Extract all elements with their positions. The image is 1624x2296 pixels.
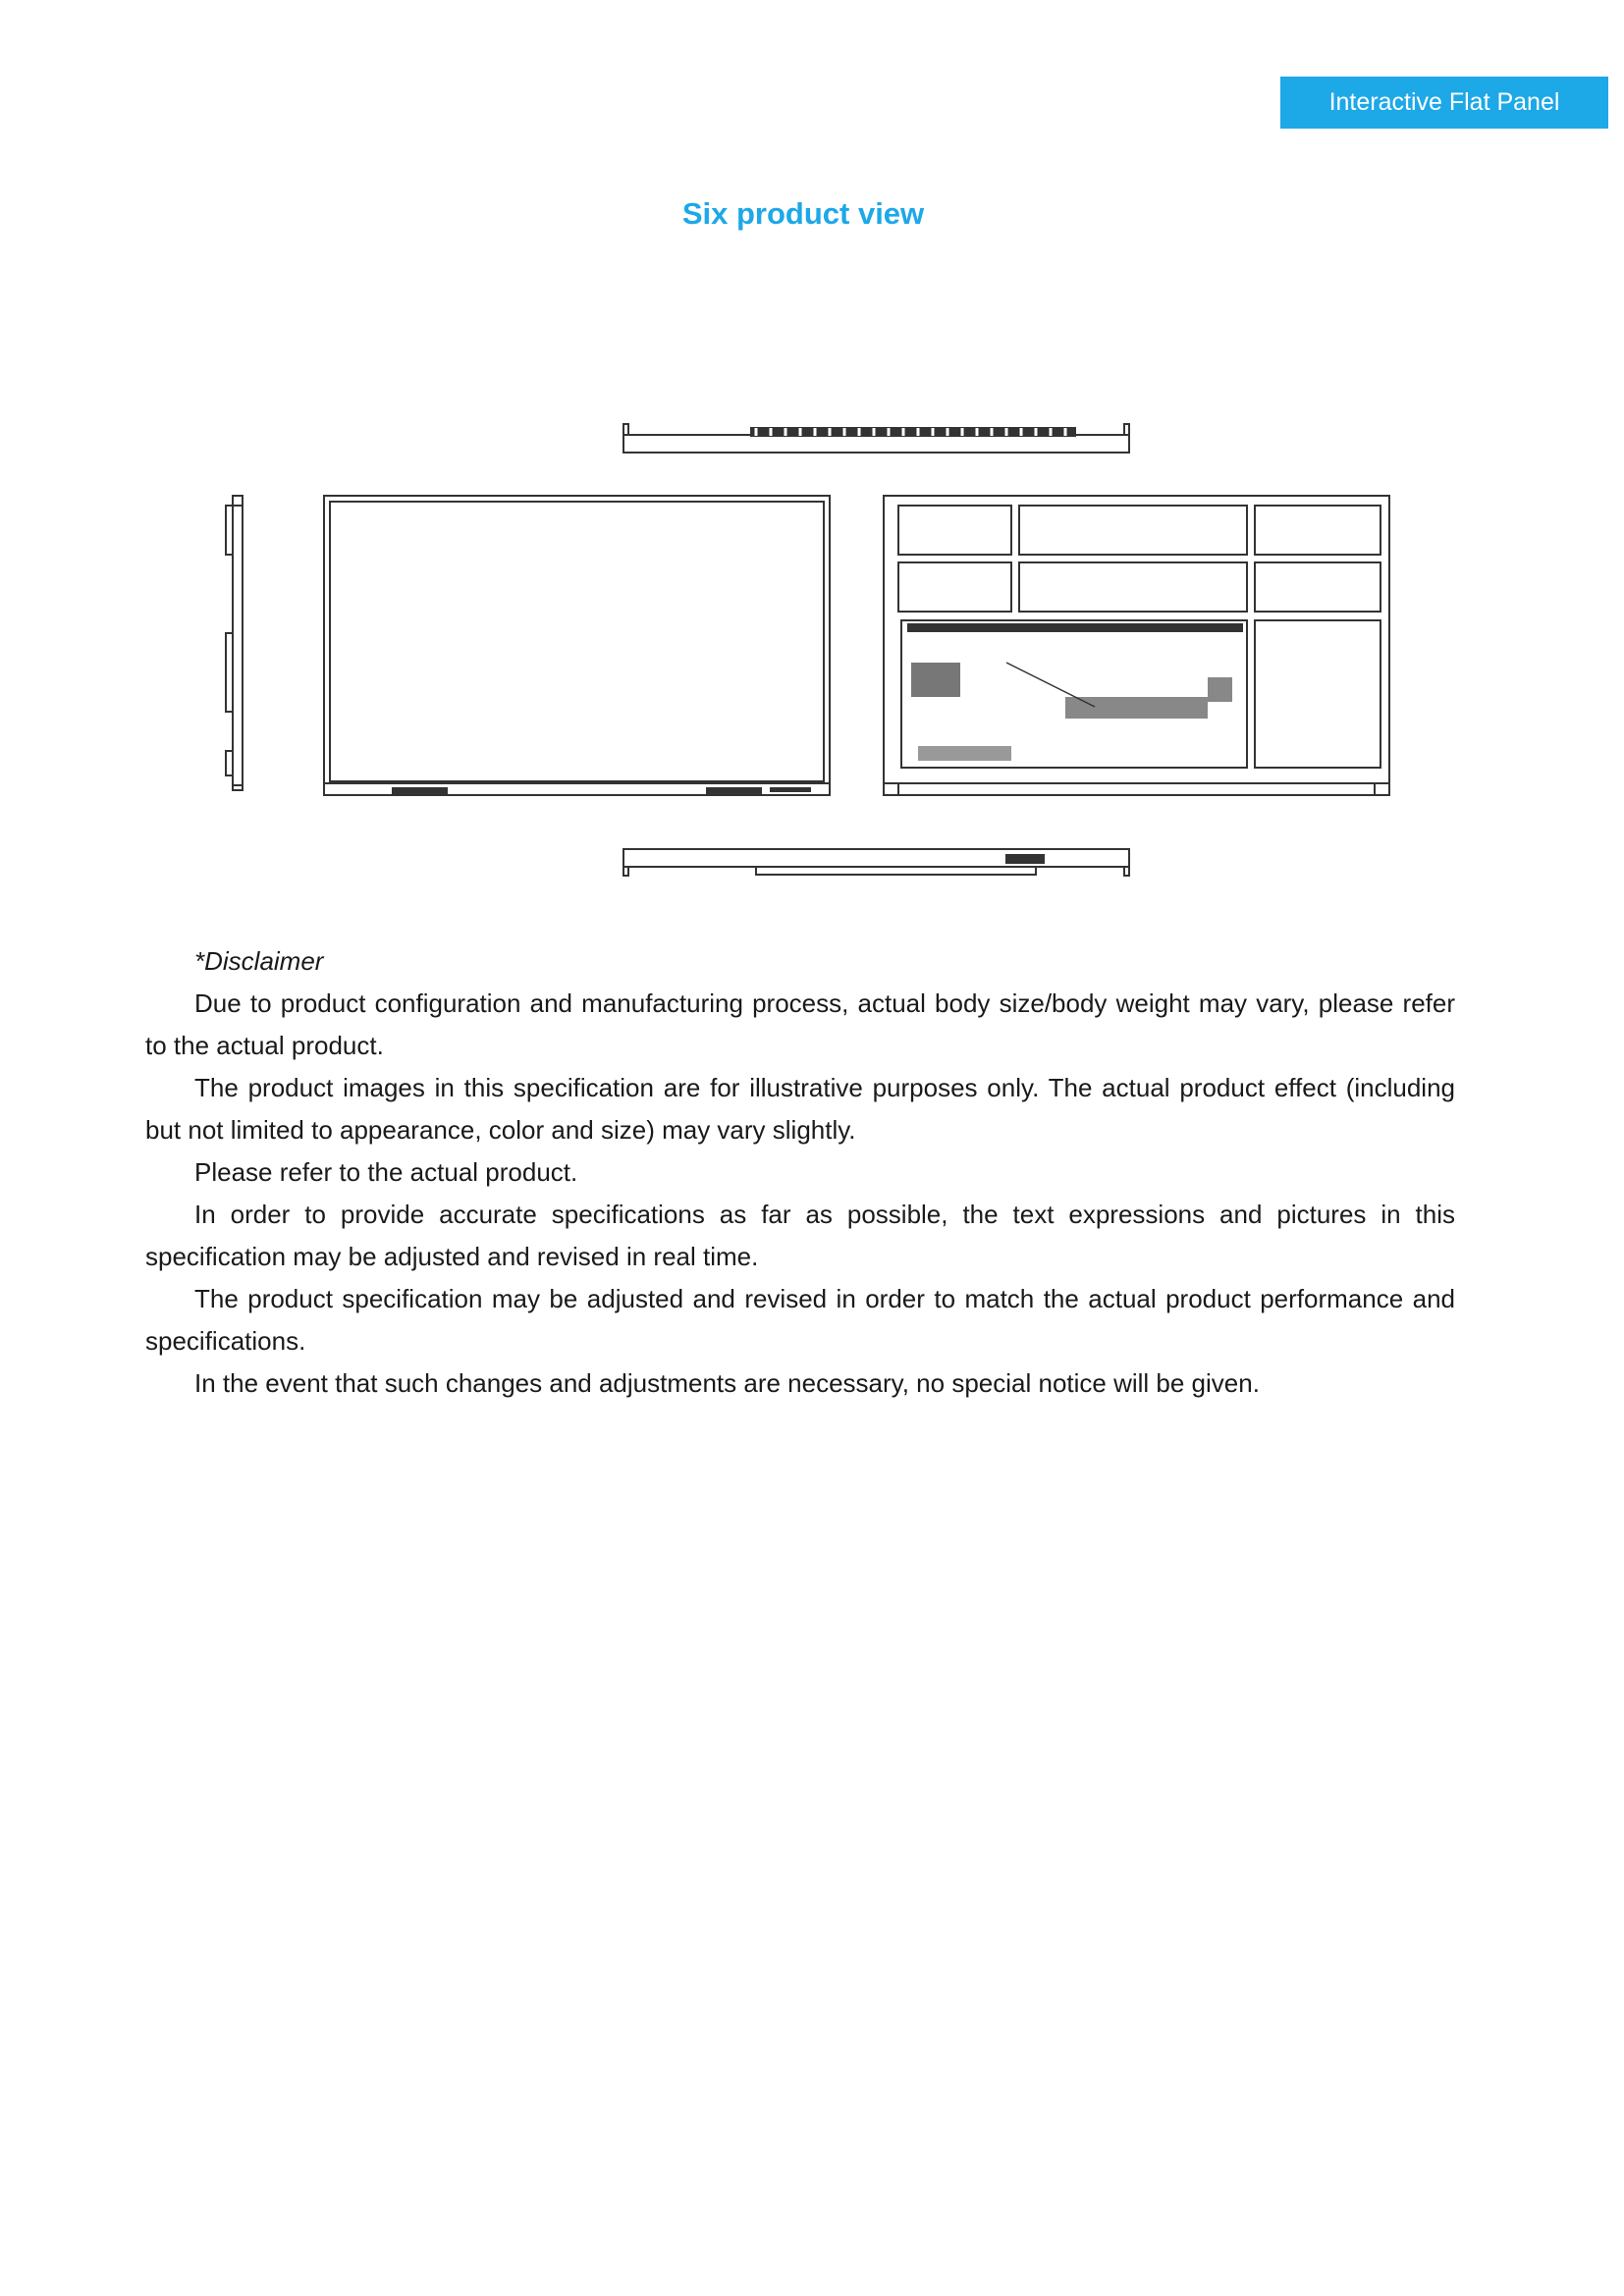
front-view-drawing: [324, 496, 830, 795]
disclaimer-paragraph: In the event that such changes and adjustments are necessary, no special notice will be given.: [194, 1368, 1260, 1398]
rear-view-drawing: [884, 496, 1389, 795]
disclaimer-paragraph: Please refer to the actual product.: [194, 1157, 578, 1187]
six-view-drawing: [187, 412, 1424, 893]
page-title: Six product view: [681, 196, 925, 231]
header-badge: Interactive Flat Panel: [1280, 77, 1608, 129]
disclaimer-paragraph: The product specification may be adjusted and revised in order to match the actual product performance and specifications.: [145, 1284, 1455, 1356]
disclaimer-paragraph: The product images in this specification are for illustrative purposes only. The actual product effect (including but not limited to appearance, color and size) may vary slightly.: [145, 1073, 1455, 1145]
left-side-view-drawing: [226, 496, 243, 790]
disclaimer-paragraph: Due to product configuration and manufacturing process, actual body size/body weight may vary, please refer to the actual product.: [145, 988, 1455, 1060]
disclaimer-title: *Disclaimer: [194, 946, 324, 976]
disclaimer-section: [145, 940, 1455, 1405]
bottom-view-drawing: [623, 849, 1129, 876]
disclaimer-paragraph: In order to provide accurate specifications as far as possible, the text expressions and pictures in this specification may be adjusted and revised in real time.: [145, 1200, 1455, 1271]
top-view-drawing: [623, 424, 1129, 453]
